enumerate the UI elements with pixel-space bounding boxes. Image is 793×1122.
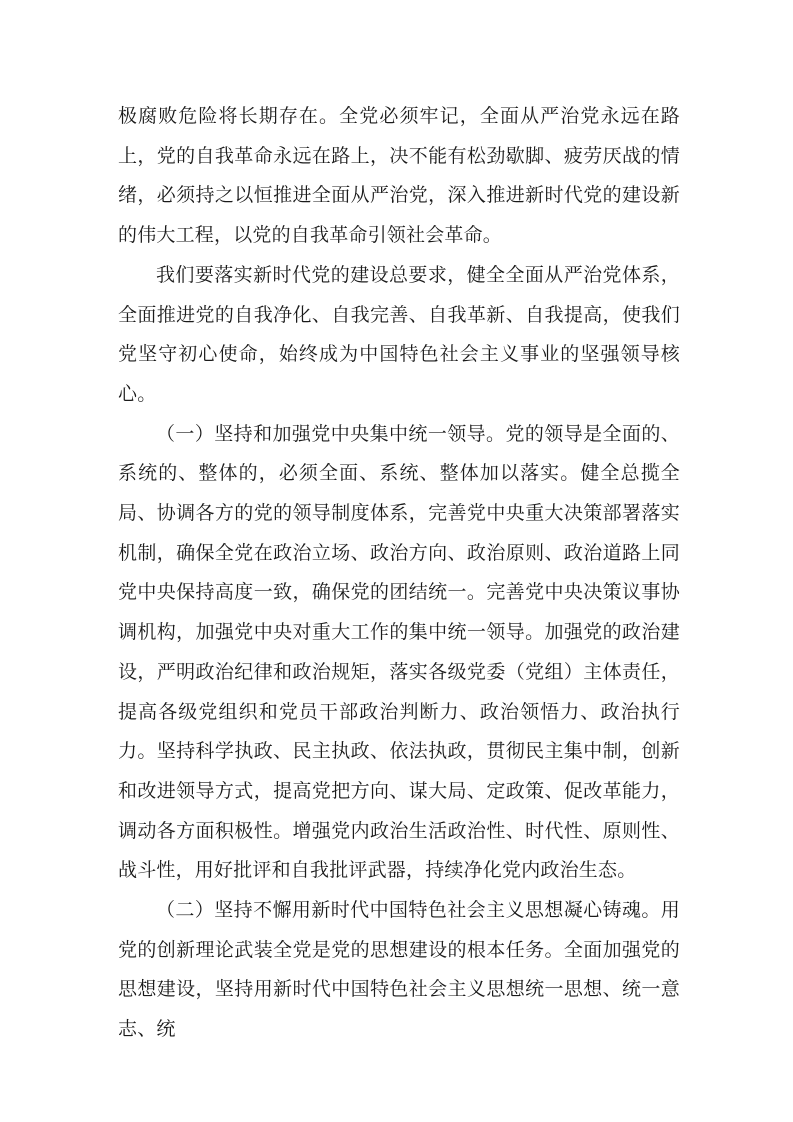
paragraph-party-building-requirements: 我们要落实新时代党的建设总要求，健全全面从严治党体系，全面推进党的自我净化、自我完善、自我革新、自我提高，使我们党坚守初心使命，始终成为中国特色社会主义事业的坚强领导核心。 <box>118 263 680 405</box>
document-body <box>118 97 680 1050</box>
paragraph-section-one: （一）坚持和加强党中央集中统一领导。党的领导是全面的、系统的、整体的，必须全面、系统、整体加以落实。健全总揽全局、协调各方的党的领导制度体系，完善党中央重大决策部署落实机制，确保全党在政治立场、政治方向、政治原则、政治道路上同党中央保持高度一致，确保党的团结统一。完善党中央决策议事协调机构，加强党中央对重大工作的集中统一领导。加强党的政治建设，严明政治纪律和政治规矩，落实各级党委（党组）主体责任，提高各级党组织和党员干部政治判断力、政治领悟力、政治执行力。坚持科学执政、民主执政、依法执政，贯彻民主集中制，创新和改进领导方式，提高党把方向、谋大局、定政策、促改革能力，调动各方面积极性。增强党内政治生活政治性、时代性、原则性、战斗性，用好批评和自我批评武器，持续净化党内政治生态。 <box>118 422 680 882</box>
paragraph-section-two: （二）坚持不懈用新时代中国特色社会主义思想凝心铸魂。用党的创新理论武装全党是党的思想建设的根本任务。全面加强党的思想建设，坚持用新时代中国特色社会主义思想统一思想、统一意志、统 <box>118 899 680 1041</box>
paragraph-continuation: 极腐败危险将长期存在。全党必须牢记，全面从严治党永远在路上，党的自我革命永远在路上，决不能有松劲歇脚、疲劳厌战的情绪，必须持之以恒推进全面从严治党，深入推进新时代党的建设新的伟大工程，以党的自我革命引领社会革命。 <box>118 105 680 247</box>
